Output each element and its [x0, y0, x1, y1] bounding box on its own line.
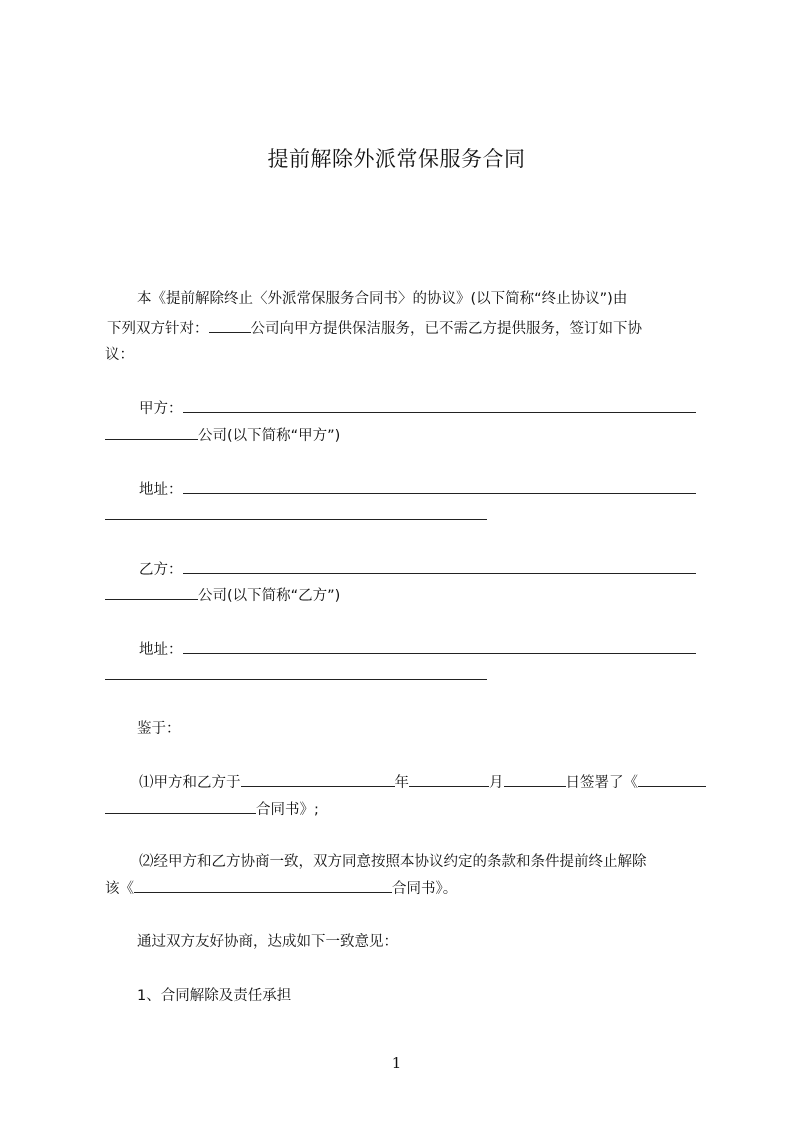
party-a-address-blank-cont	[105, 505, 487, 520]
year-blank	[241, 772, 395, 787]
party-a-line-2	[105, 425, 340, 446]
party-a-address-label: 地址：	[139, 482, 183, 498]
intro-line-2-suffix: 公司向甲方提供保洁服务，已不需乙方提供服务，签订如下协	[250, 321, 642, 337]
party-b-line-1	[139, 559, 696, 580]
party-a-address-blank	[183, 479, 696, 494]
party-b-line-2	[105, 585, 340, 606]
clause-2-suffix: 合同书》。	[392, 881, 458, 897]
party-b-address-line-2	[105, 665, 487, 686]
party-b-address-blank-cont	[105, 665, 487, 680]
section-1-heading: 1、合同解除及责任承担	[137, 988, 292, 1004]
client-company-blank	[209, 318, 251, 333]
contract-name-blank	[638, 772, 706, 787]
clause-1-month: 月	[489, 775, 504, 791]
party-b-label: 乙方：	[139, 562, 183, 578]
day-blank	[504, 772, 566, 787]
month-blank	[409, 772, 489, 787]
party-a-address-line-1	[139, 479, 696, 500]
clause-1-line-1	[139, 772, 706, 793]
clause-2-prefix: 该《	[105, 881, 134, 897]
clause-1-day-signed: 日签署了《	[565, 775, 638, 791]
clause-2-line-2	[105, 878, 457, 899]
consensus-line: 通过双方友好协商，达成如下一致意见：	[137, 934, 398, 950]
party-b-address-line-1	[139, 639, 696, 660]
contract-name-blank-cont	[105, 799, 256, 814]
party-a-address-line-2	[105, 505, 487, 526]
terminated-contract-blank	[134, 878, 392, 893]
whereas-label: 鉴于：	[137, 721, 181, 737]
party-a-name-blank-cont	[105, 425, 198, 440]
intro-line-3: 议：	[105, 347, 134, 363]
party-a-suffix: 公司(以下简称“甲方”)	[198, 428, 341, 444]
document-title: 提前解除外派常保服务合同	[267, 147, 526, 171]
clause-1-prefix: ⑴甲方和乙方于	[139, 775, 241, 791]
clause-2-line-1: ⑵经甲方和乙方协商一致，双方同意按照本协议约定的条款和条件提前终止解除	[139, 854, 647, 870]
party-a-name-blank	[183, 398, 696, 413]
party-b-suffix: 公司(以下简称“乙方”)	[198, 588, 341, 604]
party-b-address-blank	[183, 639, 696, 654]
intro-line-2-prefix: 下列双方针对：	[107, 321, 209, 337]
clause-1-year: 年	[394, 775, 409, 791]
party-a-label: 甲方：	[139, 401, 183, 417]
party-a-line-1	[139, 398, 696, 419]
party-b-name-blank	[183, 559, 696, 574]
intro-line-2	[107, 318, 642, 339]
clause-1-end: 合同书》;	[256, 802, 319, 818]
intro-line-1: 本《提前解除终止〈外派常保服务合同书〉的协议》(以下简称“终止协议”)由	[137, 291, 628, 307]
party-b-address-label: 地址：	[139, 642, 183, 658]
clause-1-line-2	[105, 799, 319, 820]
page-number: 1	[391, 1054, 402, 1072]
party-b-name-blank-cont	[105, 585, 198, 600]
